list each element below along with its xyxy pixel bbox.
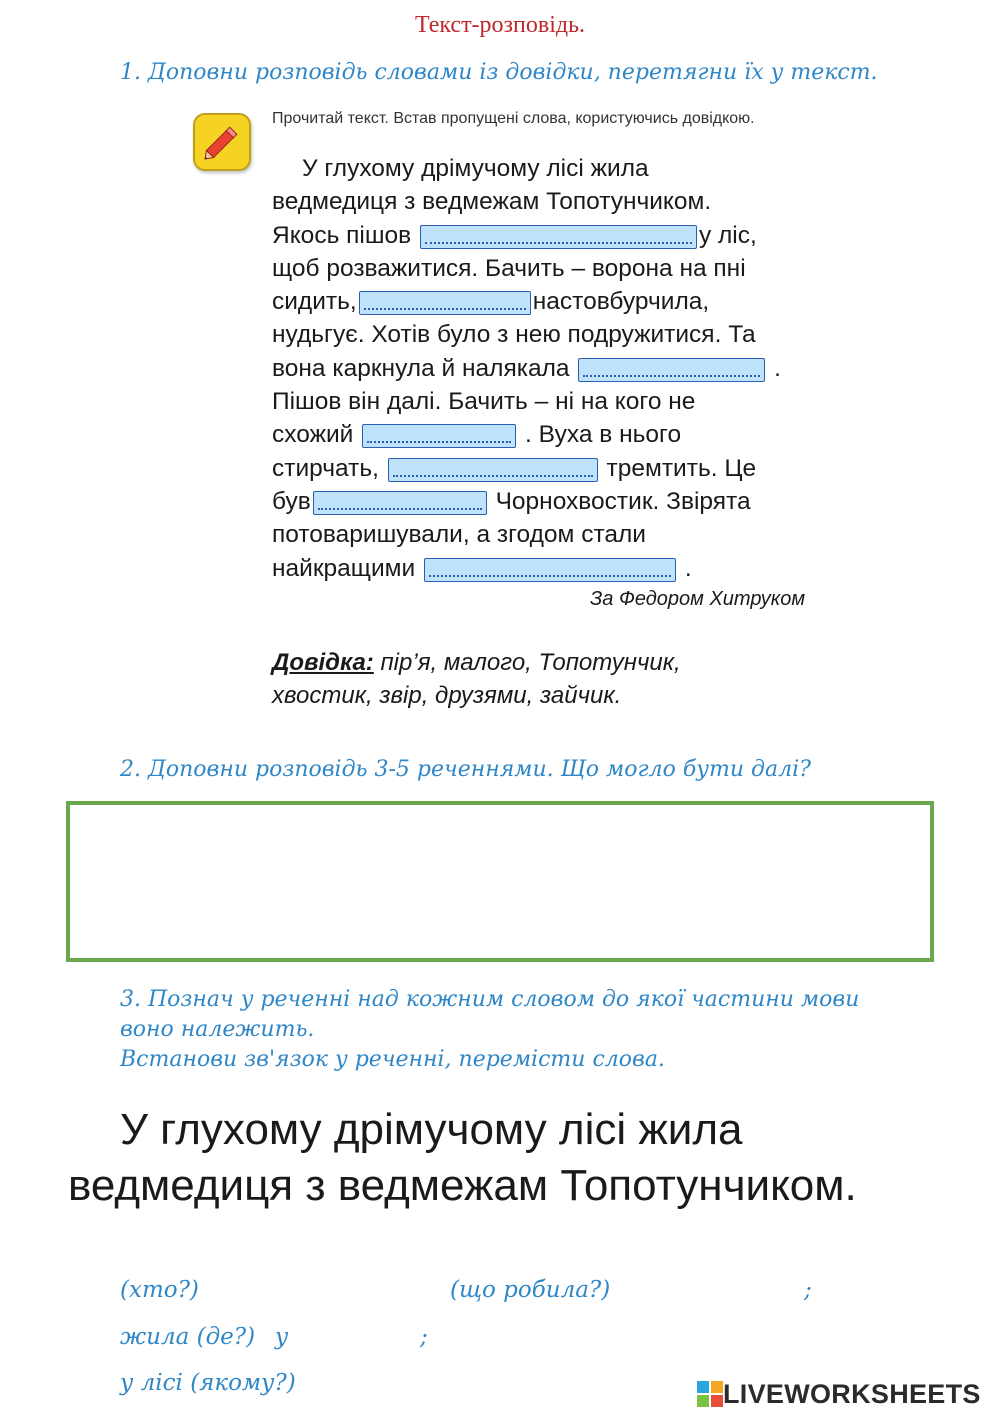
drop-slot-3[interactable] xyxy=(578,358,765,382)
story-text: схожий xyxy=(272,421,354,448)
story-line xyxy=(272,287,709,317)
story-text: стирчать, xyxy=(272,455,379,482)
story-text: настовбурчила, xyxy=(532,288,710,315)
story-line xyxy=(272,487,751,517)
question-what-did: (що робила?) xyxy=(450,1277,611,1303)
reference-line xyxy=(272,646,832,679)
story-text: . Вуха в нього xyxy=(524,421,682,448)
answer-text-box[interactable] xyxy=(66,801,934,962)
question-which: у лісі (якому?) xyxy=(120,1370,296,1396)
sentence-line: ведмедиця з ведмежам Топотунчиком. xyxy=(68,1161,857,1210)
story-text: Чорнохвостик. Звірята xyxy=(495,488,751,515)
story-line: Пішов він далі. Бачить – ні на кого не xyxy=(272,388,696,415)
story-text: . xyxy=(774,355,781,382)
page-title: Текст-розповідь. xyxy=(414,12,586,38)
sentence-line: У глухому дрімучому лісі жила xyxy=(120,1105,743,1154)
instruction-text: Прочитай текст. Встав пропущені слова, користуючись довідкою. xyxy=(272,110,755,127)
story-line: нудьгує. Хотів було з нею подружитися. Та xyxy=(272,321,756,348)
reference-words[interactable]: хвостик, звір, друзями, зайчик. xyxy=(272,682,622,709)
story-line: У глухому дрімучому лісі жила xyxy=(302,155,649,182)
semicolon: ; xyxy=(420,1324,428,1350)
drop-slot-6[interactable] xyxy=(313,491,487,515)
story-line xyxy=(272,354,781,384)
liveworksheets-logo[interactable] xyxy=(697,1378,981,1410)
question-where: жила (де?) xyxy=(120,1324,256,1350)
drop-slot-1[interactable] xyxy=(420,225,697,249)
drop-slot-7[interactable] xyxy=(424,558,676,582)
story-text: сидить, xyxy=(272,288,357,315)
task3-heading: воно належить. xyxy=(120,1017,315,1042)
story-text: . xyxy=(684,555,692,582)
story-line: щоб розважитися. Бачить – ворона на пні xyxy=(272,255,746,282)
reference-words[interactable]: пір’я, малого, Топотунчик, xyxy=(380,649,681,676)
story-line: потоваришували, а згодом стали xyxy=(272,521,646,548)
pencil-badge xyxy=(193,113,251,171)
story-text: тремтить. Це xyxy=(606,455,757,482)
liveworksheets-logo-icon xyxy=(697,1381,723,1407)
story-line xyxy=(272,420,681,450)
task3-heading: 3. Познач у реченні над кожним словом до якої частини мови xyxy=(120,987,860,1012)
story-line: ведмедиця з ведмежам Топотунчиком. xyxy=(272,188,712,215)
pencil-icon xyxy=(195,115,249,169)
story-text: Якось пішов xyxy=(272,222,412,249)
author-credit: За Федором Хитруком xyxy=(590,588,806,610)
semicolon: ; xyxy=(804,1277,812,1303)
task3-heading: Встанови зв'язок у реченні, перемісти слова. xyxy=(120,1047,665,1072)
drop-slot-5[interactable] xyxy=(388,458,598,482)
story-text: у ліс, xyxy=(698,222,757,249)
logo-text: LIVEWORKSHEETS xyxy=(723,1378,981,1409)
story-text: вона каркнула й налякала xyxy=(272,355,570,382)
drop-slot-4[interactable] xyxy=(362,424,516,448)
task1-heading: 1. Доповни розповідь словами із довідки, перетягни їх у текст. xyxy=(120,60,878,85)
story-text: був xyxy=(272,488,311,515)
question-in: у xyxy=(275,1324,289,1350)
question-who: (хто?) xyxy=(120,1277,199,1303)
task2-heading: 2. Доповни розповідь 3-5 реченнями. Що могло бути далі? xyxy=(120,757,811,782)
reference-label: Довідка: xyxy=(272,649,374,676)
story-text: найкращими xyxy=(272,555,416,582)
story-line xyxy=(272,454,756,484)
drop-slot-2[interactable] xyxy=(359,291,531,315)
story-line xyxy=(272,554,692,584)
story-line xyxy=(272,221,757,251)
